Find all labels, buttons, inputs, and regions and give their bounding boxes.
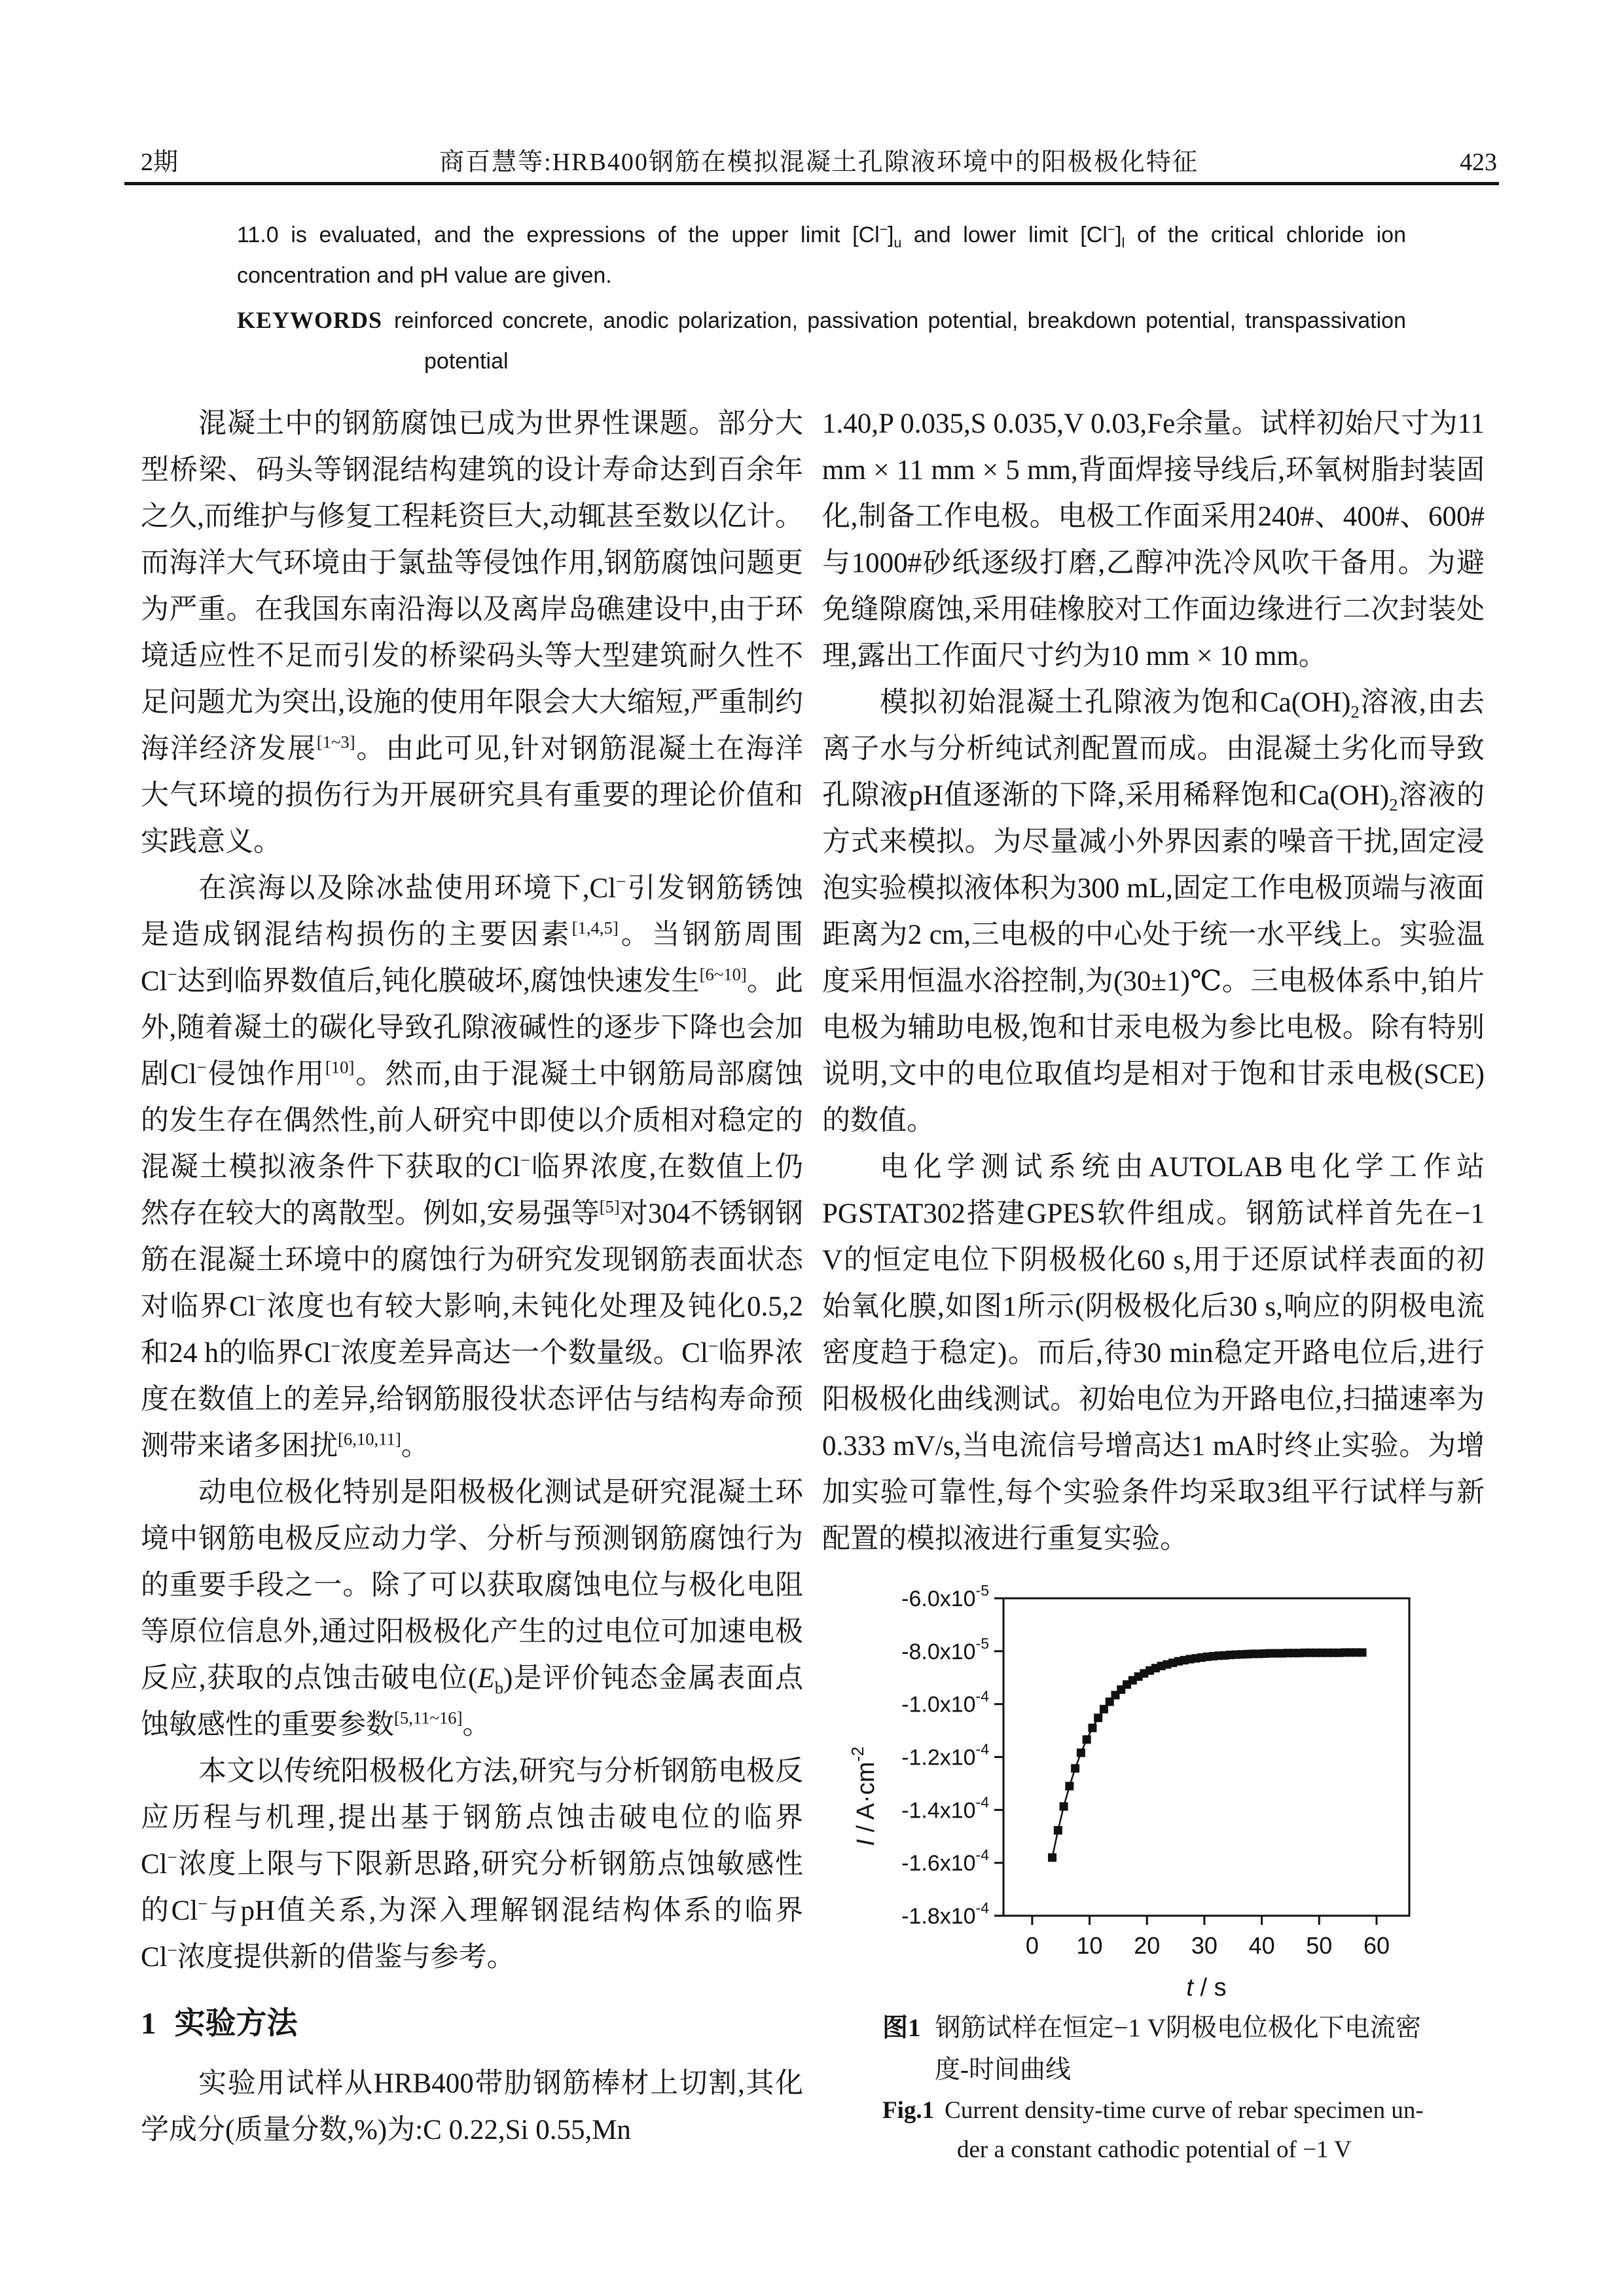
svg-text:I / A·cm-2: $I / A\cdot cm^{-2}$ [848,1746,880,1846]
figure-1 [822,1582,1485,2170]
section-heading-1 [141,2004,803,2043]
issue-label: 2期 [141,149,179,176]
keywords [237,300,1406,382]
keywords-label: KEYWORDS [237,307,383,333]
figure-caption-en [822,2091,1485,2170]
figure-caption-zh-line1: 钢筋试样在恒定−1 V阴极电位极化下电流密 [935,2014,1421,2042]
svg-text:-1.2x10-4: $-1.2x10^{-4}$ [901,1740,989,1770]
svg-text:10: 10 [1076,1932,1103,1959]
svg-text:-8.0x10-5: $-8.0x10^{-5}$ [901,1634,989,1664]
figure-label-zh: 图1 [882,2014,921,2042]
figure-caption-zh-line2: 度-时间曲线 [935,2056,1071,2084]
figure-caption-en-line2: der a constant cathodic potential of −1 V [957,2136,1352,2163]
header-rule [124,182,1499,185]
paragraph-intro: 混凝土中的钢筋腐蚀已成为世界性课题。部分大型桥梁、码头等钢混结构建筑的设计寿命达到百余年之久,而维护与修复工程耗资巨大,动辄甚至数以亿计。而海洋大气环境由于氯盐等侵蚀作用,钢筋腐蚀问题更为严重。在我国东南沿海以及离岸岛礁建设中,由于环境适应性不足而引发的桥梁码头等大型建筑耐久性不足问题尤为突出,设施的使用年限会大大缩短,严重制约海洋经济发展[1~3]。由此可见,针对钢筋混凝土在海洋大气环境的损伤行为开展研究具有重要的理论价值和实践意义。 [141,408,804,857]
chart-svg [822,1582,1485,2007]
svg-text:t / s: t / s [1186,1974,1227,2001]
paragraph-solution: 模拟初始混凝土孔隙液为饱和$Ca(OH)_2$溶液,由去离子水与分析纯试剂配置而成。由混凝土劣化而导致孔隙液pH值逐渐的下降,采用稀释饱和$Ca(OH)_2$溶液的方式来模拟。为尽量减小外界因素的噪音干扰,固定浸泡实验模拟液体积为300 mL,固定工作电极顶端与液面距离为2 cm,三电极的中心处于统一水平线上。实验温度采用恒温水浴控制,为(30±1)℃。三电极体系中,铂片电极为辅助电极,饱和甘汞电极为参比电极。除有特别说明,文中的电位取值均是相对于饱和甘汞电极(SCE)的数值。 [822,687,1485,1136]
running-title: 商百慧等:HRB400钢筋在模拟混凝土孔隙液环境中的阳极极化特征 [439,149,1199,176]
svg-text:-1.6x10-4: $-1.6x10^{-4}$ [901,1846,989,1876]
svg-text:40: 40 [1248,1932,1275,1959]
paragraph-specimen-cont: 1.40,P 0.035,S 0.035,V 0.03,Fe余量。试样初始尺寸为11 mm × 11 mm × 5 mm,背面焊接导线后,环氧树脂封装固化,制备工作电极。电极工作面采用240#、400#、600#与1000#砂纸逐级打磨,乙醇冲洗冷风吹干备用。为避免缝隙腐蚀,采用硅橡胶对工作面边缘进行二次封装处理,露出工作面尺寸约为10 mm × 10 mm。 [822,408,1485,672]
svg-text:50: 50 [1306,1932,1333,1959]
svg-text:60: 60 [1363,1932,1390,1959]
paragraph-thiswork: 本文以传统阳极极化方法,研究与分析钢筋电极反应历程与机理,提出基于钢筋点蚀击破电位的临界Cl−浓度上限与下限新思路,研究分析钢筋点蚀敏感性的Cl−与pH值关系,为深入理解钢混结构体系的临界Cl−浓度提供新的借鉴与参考。 [141,1756,803,1973]
svg-text:-1.0x10-4: $-1.0x10^{-4}$ [901,1687,989,1717]
paragraph-chloride: 在滨海以及除冰盐使用环境下,Cl−引发钢筋锈蚀是造成钢混结构损伤的主要因素[1,4,5]。当钢筋周围Cl−达到临界数值后,钝化膜破坏,腐蚀快速发生[6~10]。此外,随着凝土的碳化导致孔隙液碱性的逐步下降也会加剧Cl−侵蚀作用[10]。然而,由于混凝土中钢筋局部腐蚀的发生存在偶然性,前人研究中即使以介质相对稳定的混凝土模拟液条件下获取的Cl−临界浓度,在数值上仍然存在较大的离散型。例如,安易强等[5]对304不锈钢钢筋在混凝土环境中的腐蚀行为研究发现钢筋表面状态对临界Cl−浓度也有较大影响,未钝化处理及钝化0.5,2和24 h的临界Cl−浓度差异高达一个数量级。Cl−临界浓度在数值上的差异,给钢筋服役状态评估与结构寿命预测带来诸多困扰[6,10,11]。 [141,871,804,1462]
figure-caption-en-line1: Current density-time curve of rebar specimen un- [945,2097,1424,2124]
running-header [141,141,1497,177]
paragraph-electrochem: 电化学测试系统由AUTOLAB电化学工作站PGSTAT302搭建GPES软件组成。钢筋试样首先在−1 V的恒定电位下阴极极化60 s,用于还原试样表面的初始氧化膜,如图1所示(阴极极化后30 s,响应的阴极电流密度趋于稳定)。而后,待30 min稳定开路电位后,进行阳极极化曲线测试。初始电位为开路电位,扫描速率为0.333 mV/s,当电流信号增高达1 mA时终止实验。为增加实验可靠性,每个实验条件均采取3组平行试样与新配置的模拟液进行重复实验。 [822,1152,1485,1554]
right-column [822,401,1485,2170]
figure-caption-zh [822,2007,1485,2091]
current-density-chart [822,1582,1485,2007]
section-number: 1 [141,2007,156,2041]
paragraph-polarization: 动电位极化特别是阳极极化测试是研究混凝土环境中钢筋电极反应动力学、分析与预测钢筋腐蚀行为的重要手段之一。除了可以获取腐蚀电位与极化电阻等原位信息外,通过阳极极化产生的过电位可加速电极反应,获取的点蚀击破电位$(E_b)$是评价钝态金属表面点蚀敏感性的重要参数[5,11~16]。 [141,1477,803,1740]
section-title: 实验方法 [174,2007,298,2041]
abstract-text: 11.0 is evaluated, and the expressions of the upper limit $[Cl^-]_u$ and lower limit $[Cl^-]_l$ of the critical chloride ion concentration and pH value are given. [237,222,1406,288]
left-column [141,401,803,2153]
svg-text:-6.0x10-5: $-6.0x10^{-5}$ [901,1582,989,1611]
figure-label-en: Fig.1 [882,2097,935,2124]
svg-text:-1.4x10-4: $-1.4x10^{-4}$ [901,1793,989,1823]
svg-text:-1.8x10-4: $-1.8x10^{-4}$ [901,1899,989,1929]
page-number: 423 [1460,149,1497,176]
svg-text:0: 0 [1025,1932,1039,1959]
paragraph-specimen: 实验用试样从HRB400带肋钢筋棒材上切割,其化学成分(质量分数,%)为:C 0.22,Si 0.55,Mn [141,2068,803,2145]
abstract-section [237,215,1406,382]
svg-text:20: 20 [1134,1932,1161,1959]
svg-text:30: 30 [1191,1932,1218,1959]
keywords-text: reinforced concrete, anodic polarization, passivation potential, breakdown potential, transpassivation potential [394,308,1406,374]
